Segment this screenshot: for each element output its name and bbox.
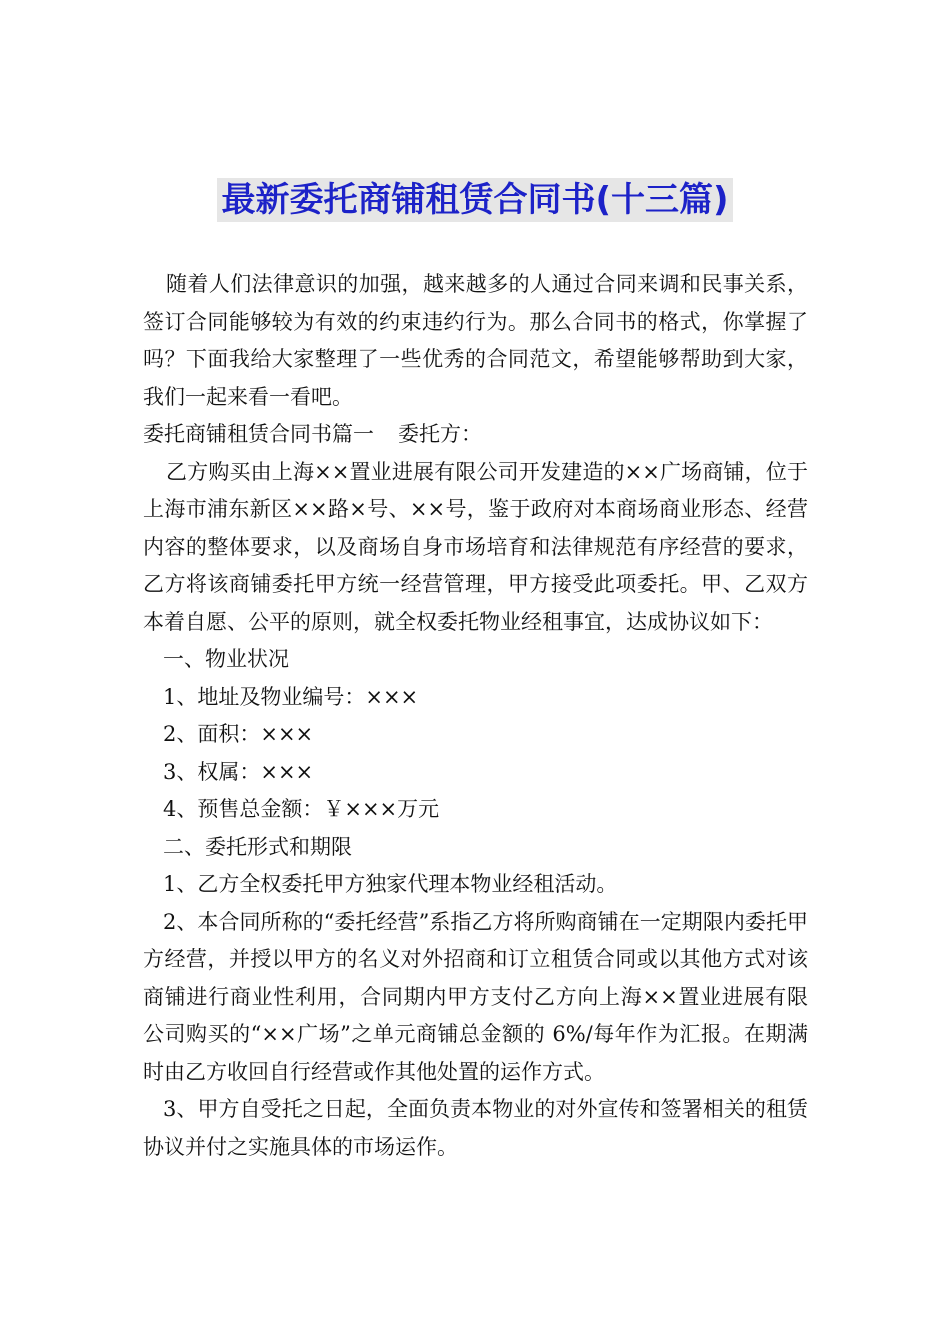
- clause-item: 3、权属：×××: [163, 759, 314, 784]
- document-body: [143, 266, 808, 1166]
- contract-paragraph: 乙方购买由上海××置业进展有限公司开发建造的××广场商铺，位于上海市浦东新区××路×号、××号，鉴于政府对本商场商业形态、经营内容的整体要求，以及商场自身市场培育和法律规范有序经营的要求，乙方将该商铺委托甲方统一经营管理，甲方接受此项委托。甲、乙双方本着自愿、公平的原则，就全权委托物业经租事宜，达成协议如下：: [143, 459, 808, 634]
- clause-item: 1、乙方全权委托甲方独家代理本物业经租活动。: [163, 872, 618, 896]
- document-title: 最新委托商铺租赁合同书(十三篇): [217, 178, 732, 222]
- clause-item: 1、地址及物业编号：×××: [163, 684, 419, 709]
- principal-label: 委托方：: [398, 422, 482, 446]
- clause-heading-2: 二、委托形式和期限: [163, 834, 352, 859]
- clause-heading-1: 一、物业状况: [163, 647, 289, 671]
- intro-paragraph: 随着人们法律意识的加强，越来越多的人通过合同来调和民事关系，签订合同能够较为有效的约束违约行为。那么合同书的格式，你掌握了吗？下面我给大家整理了一些优秀的合同范文，希望能够帮助到大家，我们一起来看一看吧。: [143, 272, 808, 409]
- clause-item: 4、预售总金额：￥×××万元: [163, 797, 440, 821]
- clause-item: 3、甲方自受托之日起，全面负责本物业的对外宣传和签署相关的租赁协议并付之实施具体的市场运作。: [143, 1097, 808, 1159]
- title-container: [0, 178, 950, 222]
- section-heading: 委托商铺租赁合同书篇一: [143, 422, 374, 446]
- clause-item: 2、面积：×××: [163, 722, 314, 746]
- section-heading-line: [143, 416, 808, 454]
- clause-item: 2、本合同所称的“委托经营”系指乙方将所购商铺在一定期限内委托甲方经营，并授以甲方的名义对外招商和订立租赁合同或以其他方式对该商铺进行商业性利用，合同期内甲方支付乙方向上海××置业进展有限公司购买的“××广场”之单元商铺总金额的 6%/每年作为汇报。在期满时由乙方收回自行经营或作其他处置的运作方式。: [143, 909, 808, 1084]
